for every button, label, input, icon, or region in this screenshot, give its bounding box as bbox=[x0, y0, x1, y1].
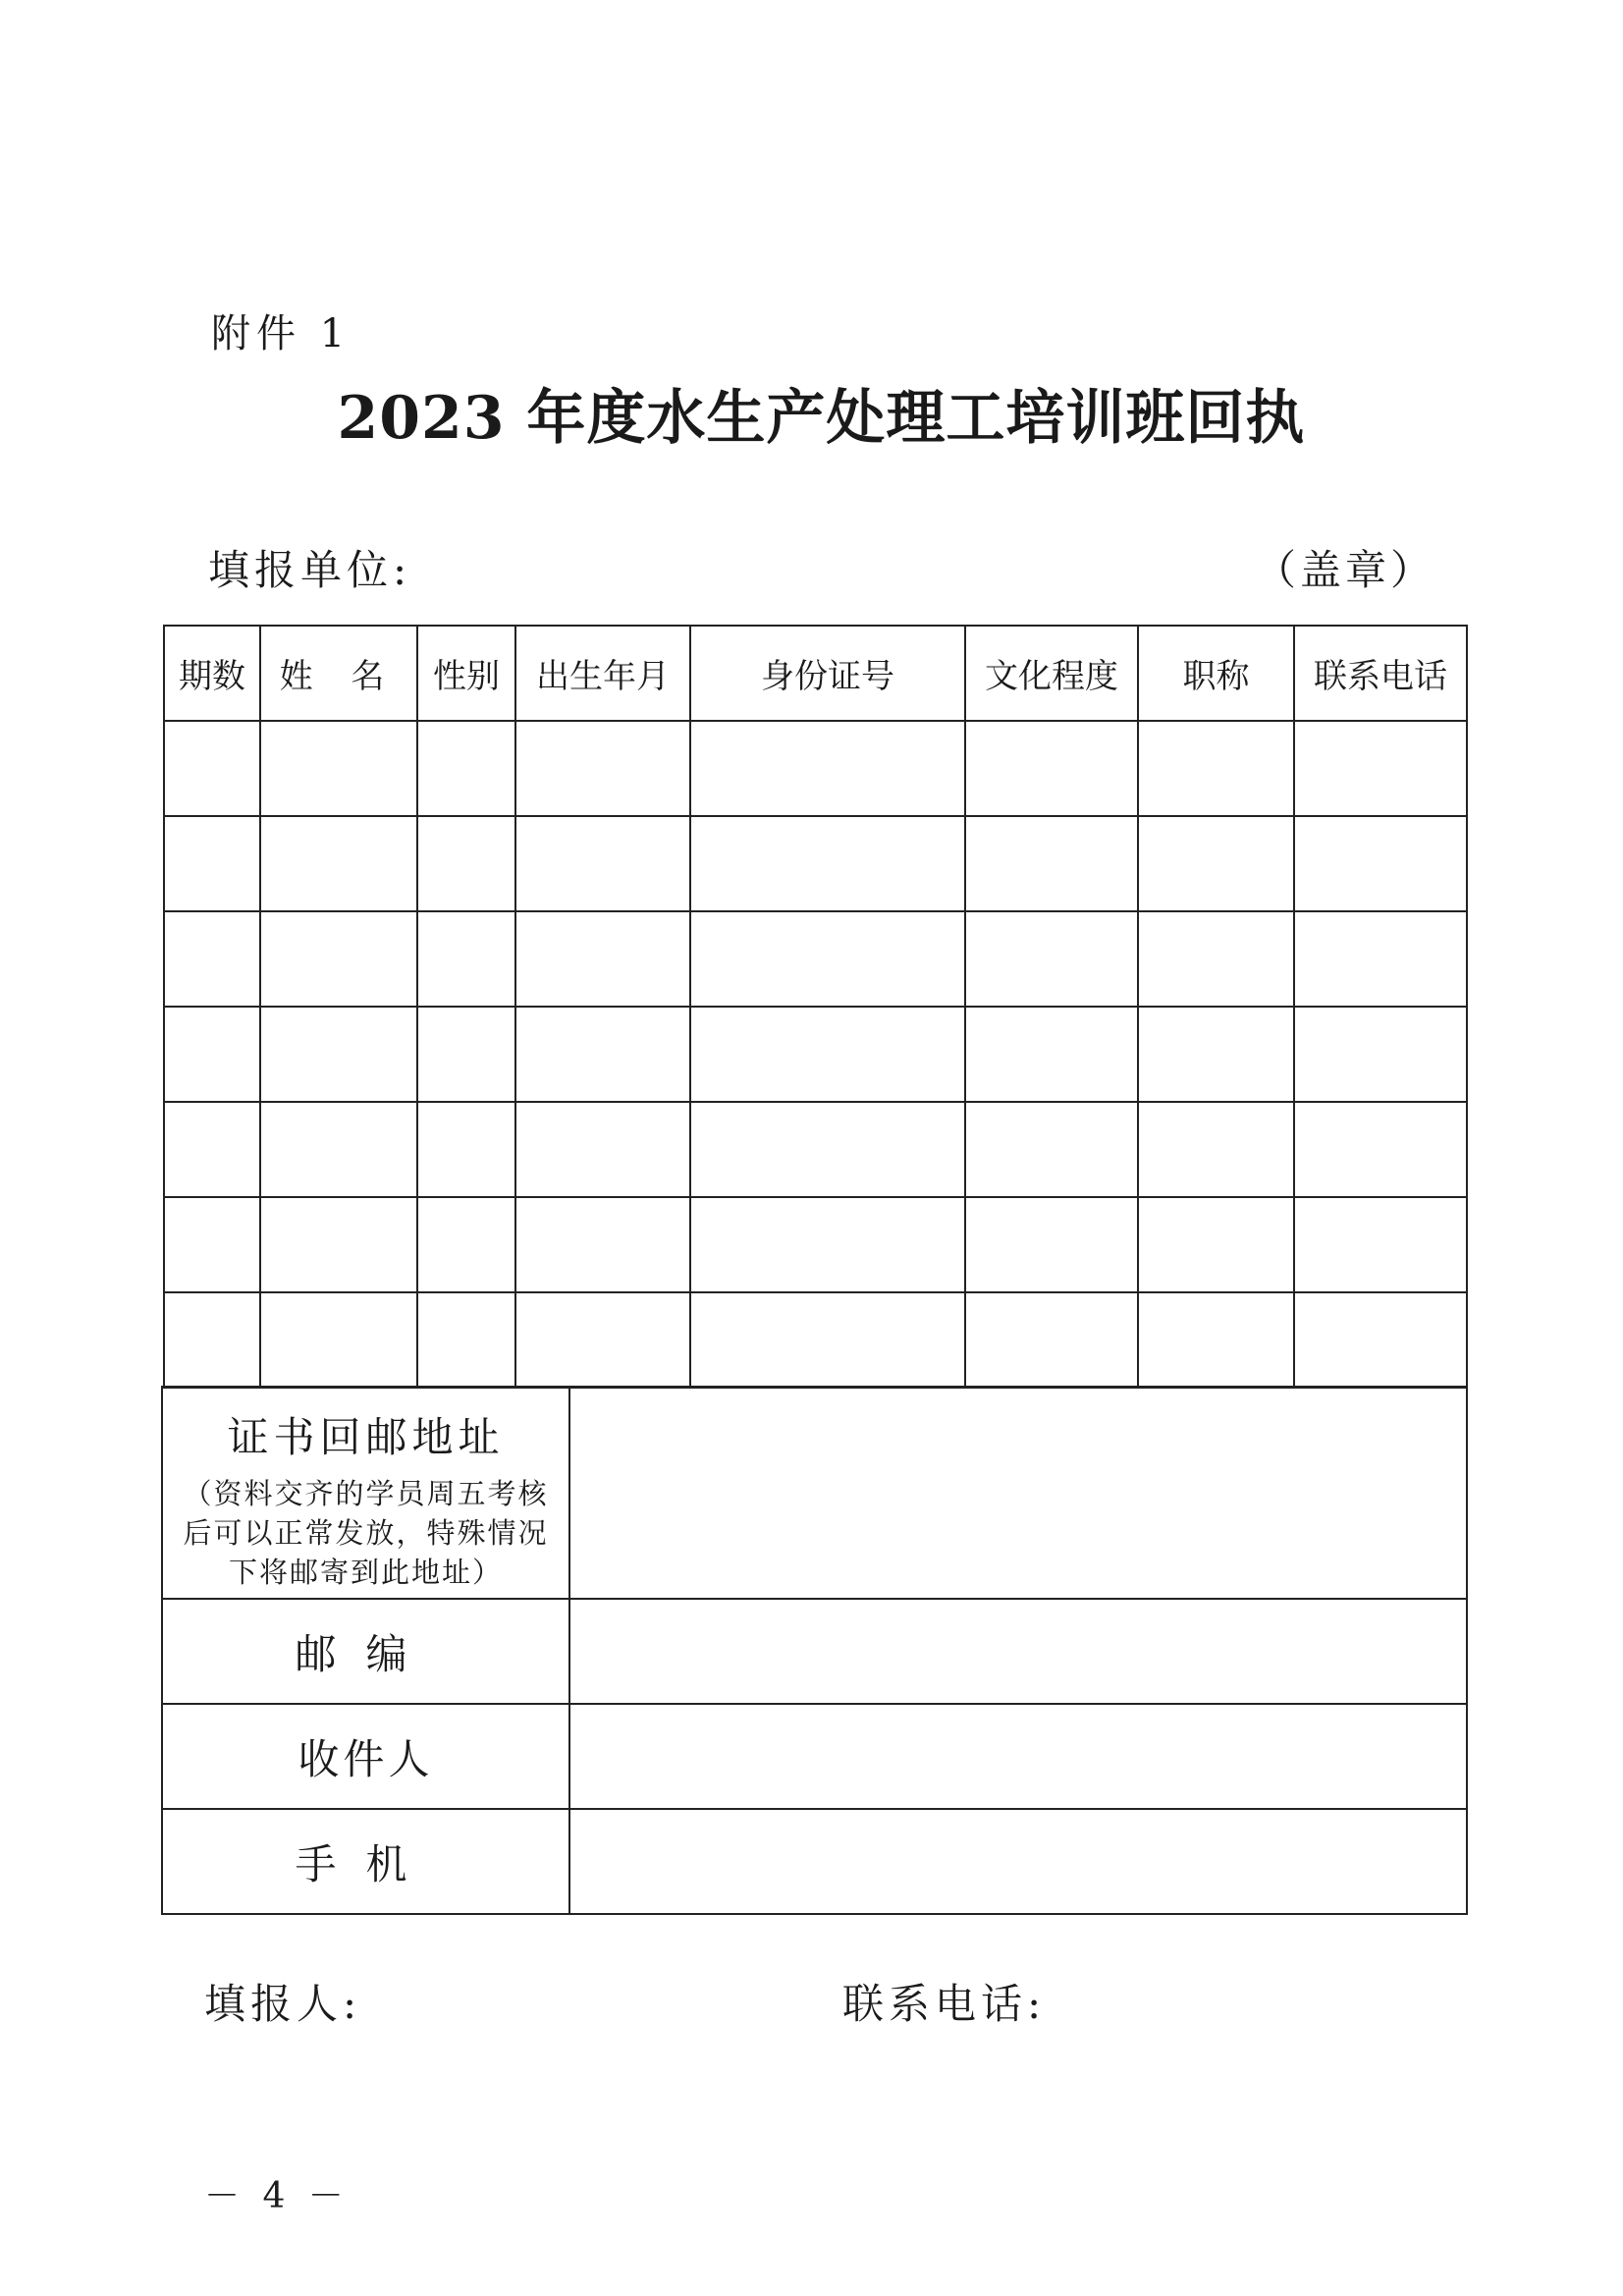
phone-row bbox=[162, 1809, 1467, 1914]
attachment-label: 附件 1 bbox=[211, 311, 352, 356]
header-education: 文化程度 bbox=[965, 626, 1138, 721]
header-phone: 联系电话 bbox=[1294, 626, 1467, 721]
table-row bbox=[164, 911, 1467, 1007]
address-label: 证书回邮地址 bbox=[227, 1413, 505, 1461]
recipient-row bbox=[162, 1704, 1467, 1809]
filler-label: 填报人: bbox=[204, 1980, 362, 2028]
contact-phone-label: 联系电话: bbox=[842, 1980, 1047, 2028]
page-title: 2023 年度水生产处理工培训班回执 bbox=[337, 384, 1306, 453]
table-row bbox=[164, 1102, 1467, 1197]
table-header-row bbox=[164, 626, 1467, 721]
reporting-unit-label: 填报单位: bbox=[208, 546, 412, 594]
postcode-field[interactable] bbox=[569, 1599, 1467, 1704]
address-note: （资料交齐的学员周五考核后可以正常发放，特殊情况下将邮寄到此地址） bbox=[183, 1477, 549, 1589]
table-row bbox=[164, 1197, 1467, 1292]
table-row bbox=[164, 816, 1467, 911]
table-row bbox=[164, 1007, 1467, 1102]
table-row bbox=[164, 721, 1467, 816]
table-row bbox=[164, 1292, 1467, 1388]
recipient-field[interactable] bbox=[569, 1704, 1467, 1809]
header-name: 姓 名 bbox=[260, 626, 417, 721]
header-id-number: 身份证号 bbox=[690, 626, 965, 721]
address-field[interactable] bbox=[569, 1387, 1467, 1599]
header-title: 职称 bbox=[1138, 626, 1294, 721]
address-label-cell bbox=[162, 1387, 569, 1599]
header-period: 期数 bbox=[164, 626, 260, 721]
address-row bbox=[162, 1387, 1467, 1599]
header-birth-date: 出生年月 bbox=[515, 626, 690, 721]
postcode-label: 邮编 bbox=[162, 1599, 569, 1704]
trainee-roster-table bbox=[163, 625, 1468, 1389]
recipient-label: 收件人 bbox=[162, 1704, 569, 1809]
phone-field[interactable] bbox=[569, 1809, 1467, 1914]
mailing-info-table bbox=[161, 1386, 1468, 1915]
phone-label: 手机 bbox=[162, 1809, 569, 1914]
page-number: － 4 － bbox=[204, 2176, 350, 2216]
header-gender: 性别 bbox=[417, 626, 515, 721]
seal-label: （盖章） bbox=[1255, 546, 1436, 594]
postcode-row bbox=[162, 1599, 1467, 1704]
